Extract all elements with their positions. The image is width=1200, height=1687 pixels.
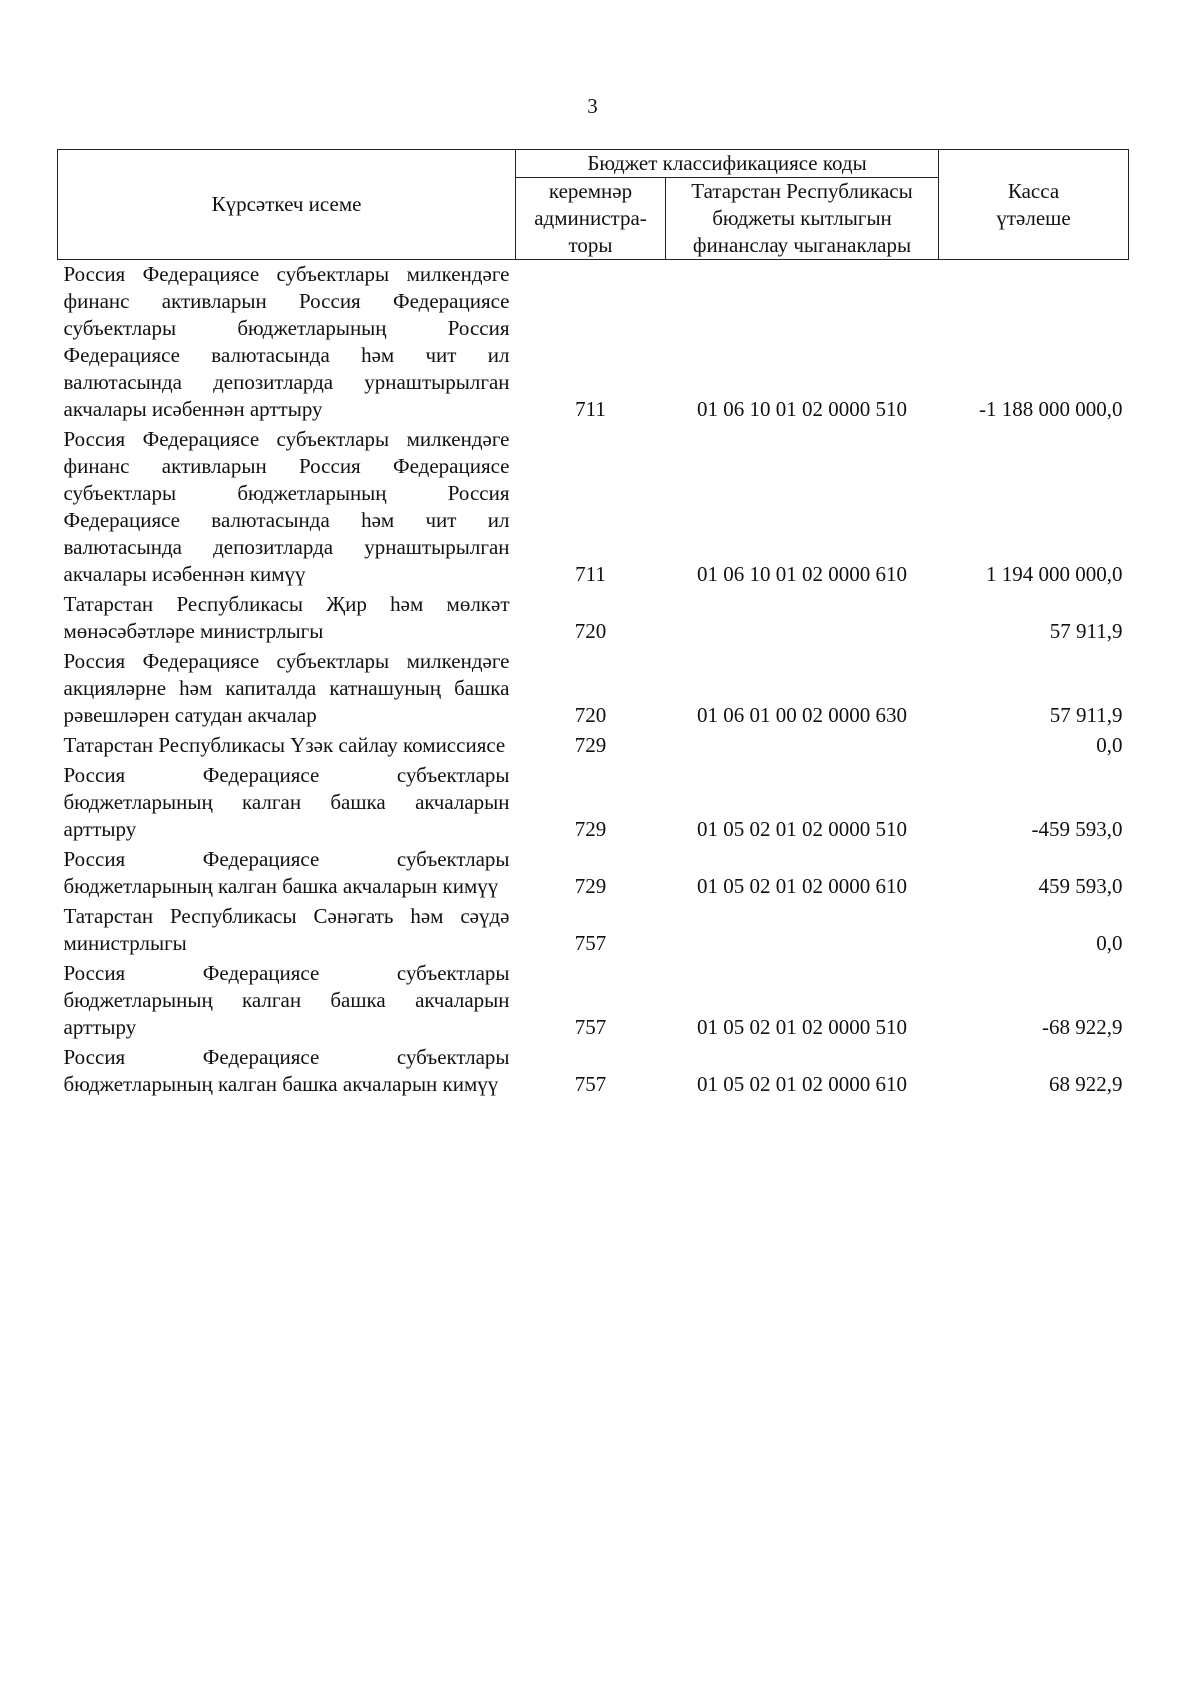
- row-indicator-name: Россия Федерациясе субъектлары бюджетларының калган башка акчаларын кимүү: [63, 847, 510, 898]
- row-amount: 68 922,9: [1049, 1072, 1123, 1096]
- budget-table: [57, 149, 1129, 1100]
- row-amount: 1 194 000 000,0: [986, 562, 1123, 586]
- row-indicator-name: Татарстан Республикасы Үзәк сайлау комиссиясе: [63, 733, 506, 757]
- row-budget-code: [666, 731, 939, 761]
- row-amount: 0,0: [1096, 931, 1123, 955]
- page-number: 3: [587, 94, 598, 118]
- header-cash-line-1: Касса: [1007, 178, 1060, 203]
- table-row: [58, 731, 1129, 761]
- table-body: [58, 260, 1129, 1101]
- row-budget-code: [666, 902, 939, 959]
- row-admin-code: 720: [574, 703, 607, 727]
- row-admin-code: 729: [574, 733, 607, 757]
- header-cash-line-2: үтәлеше: [996, 205, 1071, 230]
- row-indicator-name: Россия Федерациясе субъектлары бюджетларының калган башка акчаларын кимүү: [63, 1045, 510, 1096]
- row-admin-code: 720: [574, 619, 607, 643]
- row-amount: -459 593,0: [1031, 817, 1123, 841]
- row-amount: 0,0: [1096, 733, 1123, 757]
- header-cash-execution: [939, 150, 1129, 260]
- row-budget-code: 01 05 02 01 02 0000 510: [697, 1015, 907, 1039]
- table-header: [58, 150, 1129, 260]
- table-row: [58, 260, 1129, 426]
- row-admin-code: 757: [574, 931, 607, 955]
- row-indicator-name: Россия Федерациясе субъектлары бюджетларының калган башка акчаларын арттыру: [63, 961, 510, 1039]
- header-source-line-1: Татарстан Республикасы: [691, 179, 913, 203]
- header-budget-classification: Бюджет классификациясе коды: [516, 150, 939, 178]
- table-row: [58, 1043, 1129, 1100]
- row-budget-code: 01 06 10 01 02 0000 610: [697, 562, 907, 586]
- row-amount: 459 593,0: [1038, 874, 1123, 898]
- row-budget-code: 01 06 10 01 02 0000 510: [697, 397, 907, 421]
- table-row: [58, 959, 1129, 1043]
- row-budget-code: 01 05 02 01 02 0000 610: [697, 1072, 907, 1096]
- header-admin-line-2: администра-: [534, 206, 647, 230]
- row-indicator-name: Россия Федерациясе субъектлары милкендәге финанс активларын Россия Федерациясе субъектлары бюджетларының Россия Федерациясе валютасында һәм чит ил валютасында депозитларда урнаштырылган акчалары исәбеннән кимүү: [63, 427, 510, 586]
- row-budget-code: 01 05 02 01 02 0000 510: [697, 817, 907, 841]
- row-admin-code: 757: [574, 1072, 607, 1096]
- header-source-line-2: бюджеты кытлыгын: [712, 206, 892, 230]
- row-admin-code: 729: [574, 874, 607, 898]
- header-admin-line-1: керемнәр: [548, 179, 633, 203]
- row-indicator-name: Татарстан Республикасы Сәнәгать һәм сәүдә министрлыгы: [63, 904, 510, 955]
- header-indicator-name: Күрсәткеч исеме: [58, 150, 516, 260]
- row-admin-code: 711: [575, 562, 606, 586]
- row-budget-code: 01 06 01 00 02 0000 630: [697, 703, 907, 727]
- header-deficit-financing-source: [666, 178, 939, 260]
- row-admin-code: 729: [574, 817, 607, 841]
- row-indicator-name: Россия Федерациясе субъектлары бюджетларының калган башка акчаларын арттыру: [63, 763, 510, 841]
- header-admin-line-3: торы: [568, 233, 613, 257]
- row-indicator-name: Татарстан Республикасы Җир һәм мөлкәт мөнәсәбәтләре министрлыгы: [63, 592, 510, 643]
- row-budget-code: [666, 590, 939, 647]
- table-row: [58, 590, 1129, 647]
- header-source-line-3: финанслау чыганаклары: [692, 233, 912, 257]
- table-row: [58, 425, 1129, 590]
- table-row: [58, 761, 1129, 845]
- table-row: [58, 902, 1129, 959]
- row-admin-code: 711: [575, 397, 606, 421]
- row-admin-code: 757: [574, 1015, 607, 1039]
- row-amount: 57 911,9: [1049, 703, 1123, 727]
- row-indicator-name: Россия Федерациясе субъектлары милкендәге финанс активларын Россия Федерациясе субъектлары бюджетларының Россия Федерациясе валютасында һәм чит ил валютасында депозитларда урнаштырылган акчалары исәбеннән арттыру: [63, 262, 510, 421]
- row-amount: -68 922,9: [1042, 1015, 1123, 1039]
- table-row: [58, 845, 1129, 902]
- row-amount: -1 188 000 000,0: [979, 397, 1123, 421]
- row-indicator-name: Россия Федерациясе субъектлары милкендәге акцияләрне һәм капиталда катнашуның башка рәвешләрен сатудан акчалар: [63, 649, 510, 727]
- row-budget-code: 01 05 02 01 02 0000 610: [697, 874, 907, 898]
- table-row: [58, 647, 1129, 731]
- row-amount: 57 911,9: [1049, 619, 1123, 643]
- header-revenue-administrator: [516, 178, 666, 260]
